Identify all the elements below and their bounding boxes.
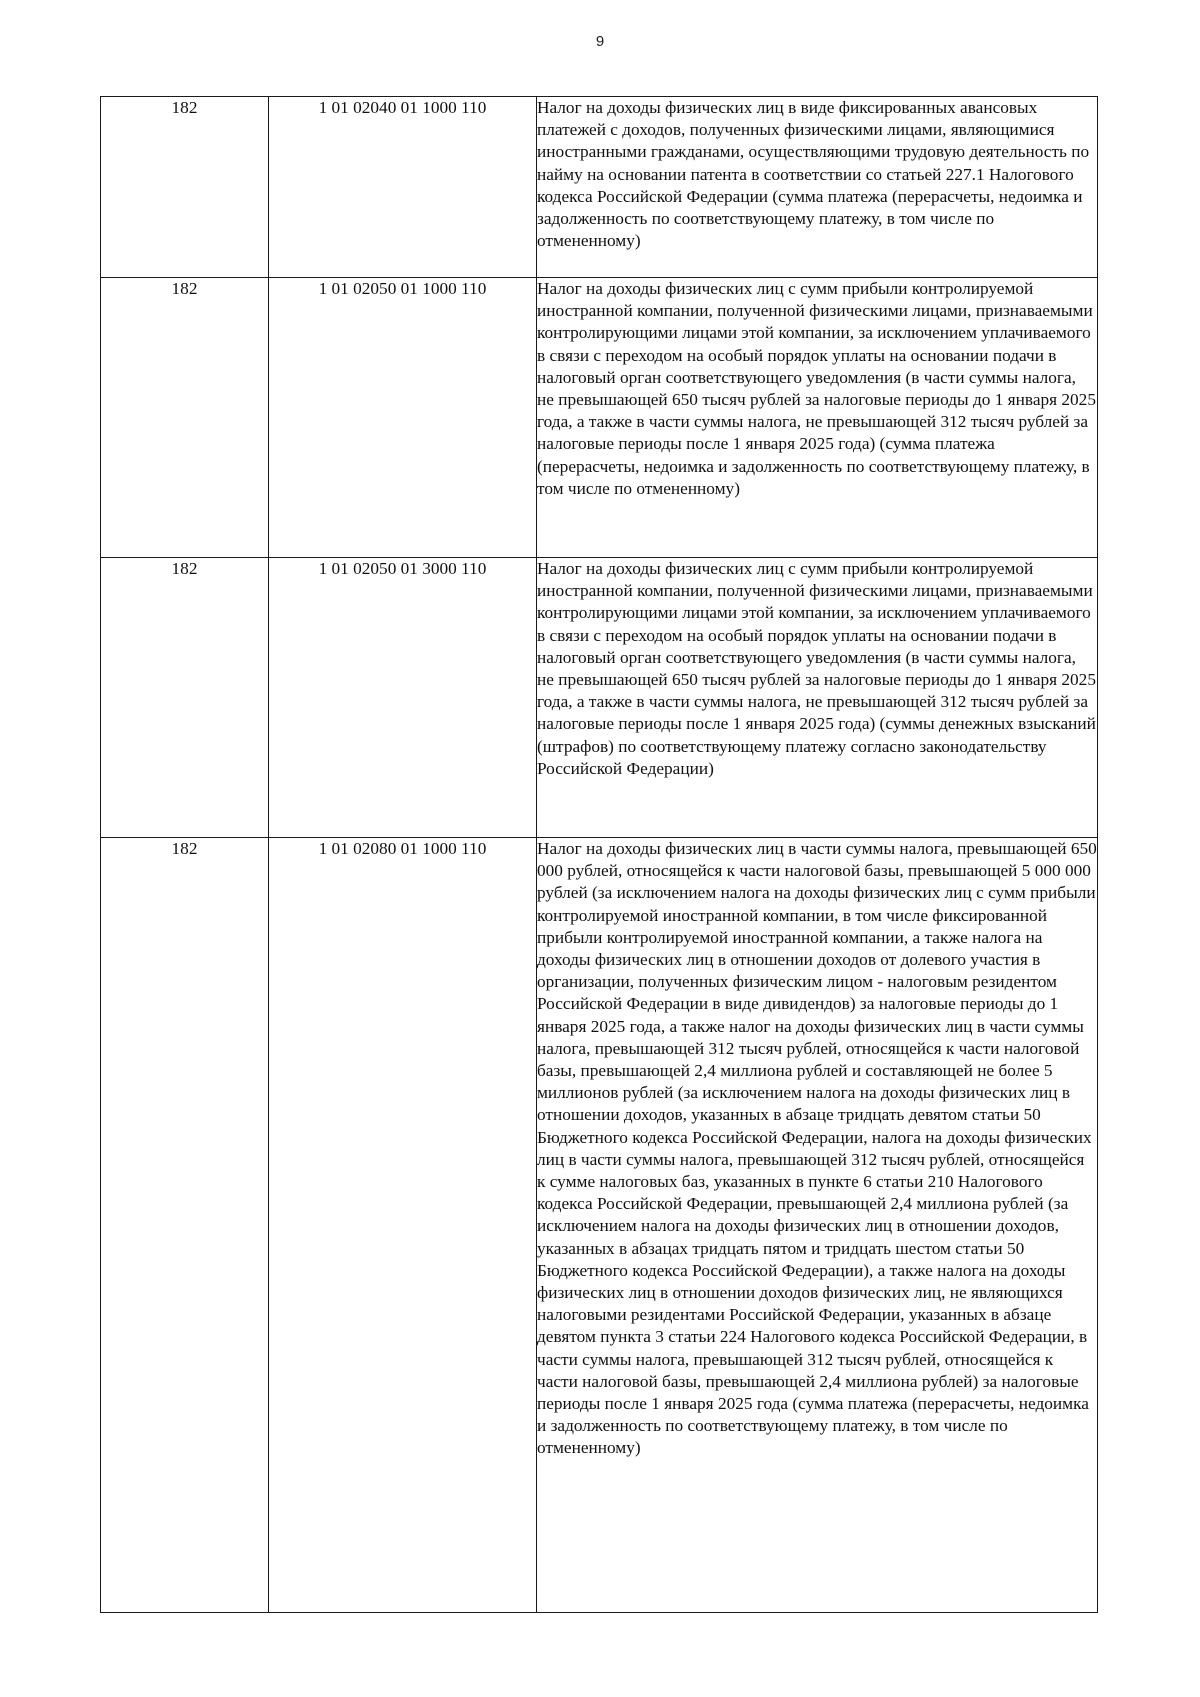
budget-classification-code-cell: 1 01 02040 01 1000 110: [269, 97, 537, 278]
admin-code-cell: 182: [101, 278, 269, 558]
admin-code-cell: 182: [101, 558, 269, 838]
budget-classification-code-cell: 1 01 02050 01 1000 110: [269, 278, 537, 558]
table-row: [101, 838, 1098, 1613]
admin-code-cell: 182: [101, 97, 269, 278]
income-description-cell: Налог на доходы физических лиц в части суммы налога, превышающей 650 000 рублей, относящейся к части налоговой базы, превышающей 5 000 000 рублей (за исключением налога на доходы физических лиц с сумм прибыли контролируемой иностранной компании, в том числе фиксированной прибыли контролируемой иностранной компании, а также налога на доходы физических лиц в отношении доходов от долевого участия в организации, полученных физическим лицом - налоговым резидентом Российской Федерации в виде дивидендов) за налоговые периоды до 1 января 2025 года, а также налог на доходы физических лиц в части суммы налога, превышающей 312 тысяч рублей, относящейся к части налоговой базы, превышающей 2,4 миллиона рублей и составляющей не более 5 миллионов рублей (за исключением налога на доходы физических лиц в отношении доходов, указанных в абзаце тридцать девятом статьи 50 Бюджетного кодекса Российской Федерации, налога на доходы физических лиц в части суммы налога, превышающей 312 тысяч рублей, относящейся к сумме налоговых баз, указанных в пункте 6 статьи 210 Налогового кодекса Российской Федерации, превышающей 2,4 миллиона рублей (за исключением налога на доходы физических лиц в отношении доходов, указанных в абзацах тридцать пятом и тридцать шестом статьи 50 Бюджетного кодекса Российской Федерации), а также налога на доходы физических лиц в отношении доходов физических лиц, не являющихся налоговыми резидентами Российской Федерации, указанных в абзаце девятом пункта 3 статьи 224 Налогового кодекса Российской Федерации, в части суммы налога, превышающей 312 тысяч рублей, относящейся к части налоговой базы, превышающей 2,4 миллиона рублей) за налоговые периоды после 1 января 2025 года (сумма платежа (перерасчеты, недоимка и задолженность по соответствующему платежу, в том числе по отмененному): [537, 838, 1098, 1613]
budget-classification-code-cell: 1 01 02050 01 3000 110: [269, 558, 537, 838]
table-row: [101, 97, 1098, 278]
admin-code-cell: 182: [101, 838, 269, 1613]
budget-codes-table: [100, 96, 1098, 1613]
page-number: 9: [595, 33, 605, 50]
income-description-cell: Налог на доходы физических лиц в виде фиксированных авансовых платежей с доходов, полученных физическими лицами, являющимися иностранными гражданами, осуществляющими трудовую деятельность по найму на основании патента в соответствии со статьей 227.1 Налогового кодекса Российской Федерации (сумма платежа (перерасчеты, недоимка и задолженность по соответствующему платежу, в том числе по отмененному): [537, 97, 1098, 278]
income-description-cell: Налог на доходы физических лиц с сумм прибыли контролируемой иностранной компании, полученной физическими лицами, признаваемыми контролирующими лицами этой компании, за исключением уплачиваемого в связи с переходом на особый порядок уплаты на основании подачи в налоговый орган соответствующего уведомления (в части суммы налога, не превышающей 650 тысяч рублей за налоговые периоды до 1 января 2025 года, а также в части суммы налога, не превышающей 312 тысяч рублей за налоговые периоды после 1 января 2025 года) (суммы денежных взысканий (штрафов) по соответствующему платежу согласно законодательству Российской Федерации): [537, 558, 1098, 838]
table-row: [101, 278, 1098, 558]
budget-classification-code-cell: 1 01 02080 01 1000 110: [269, 838, 537, 1613]
income-description-cell: Налог на доходы физических лиц с сумм прибыли контролируемой иностранной компании, полученной физическими лицами, признаваемыми контролирующими лицами этой компании, за исключением уплачиваемого в связи с переходом на особый порядок уплаты на основании подачи в налоговый орган соответствующего уведомления (в части суммы налога, не превышающей 650 тысяч рублей за налоговые периоды до 1 января 2025 года, а также в части суммы налога, не превышающей 312 тысяч рублей за налоговые периоды после 1 января 2025 года) (сумма платежа (перерасчеты, недоимка и задолженность по соответствующему платежу, в том числе по отмененному): [537, 278, 1098, 558]
table-row: [101, 558, 1098, 838]
